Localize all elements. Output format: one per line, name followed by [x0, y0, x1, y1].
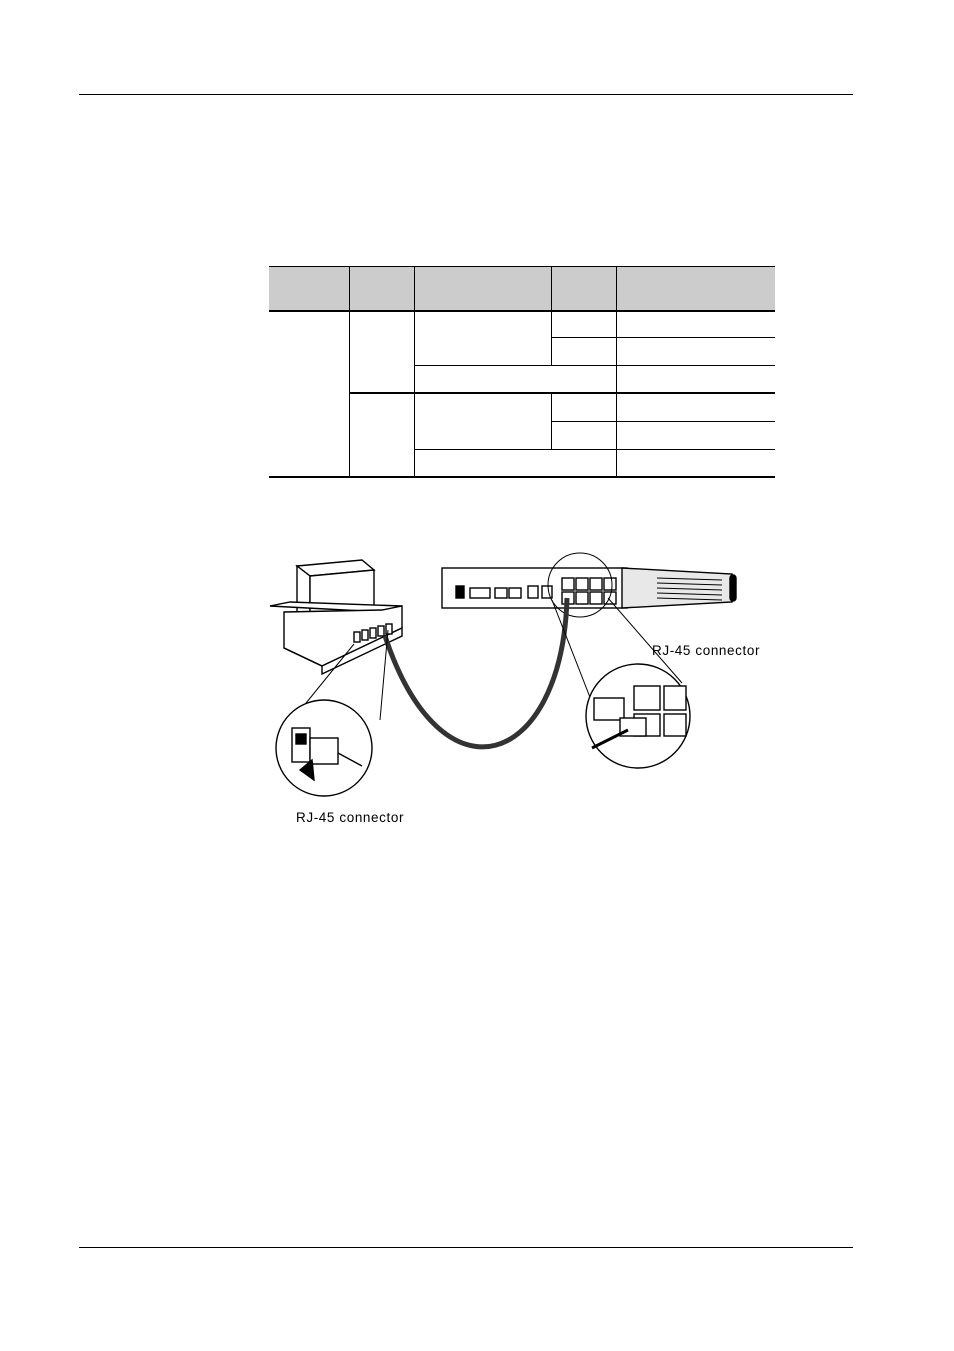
- table-header-cell: [350, 266, 414, 310]
- table-rule: [551, 266, 552, 310]
- computer-icon: [270, 560, 402, 674]
- rj45-callout-pc: RJ-45 connector: [296, 810, 405, 825]
- pc-switch-connection-illustration: [262, 548, 792, 838]
- pc-port-zoom: [276, 700, 372, 796]
- table-rule: [349, 266, 350, 478]
- table-header-cell: [617, 266, 775, 310]
- switch-port-zoom: [586, 664, 690, 768]
- table-rule: [414, 266, 415, 478]
- table-rule: [552, 337, 775, 338]
- header-rule: [79, 94, 853, 95]
- table-rule: [551, 310, 552, 365]
- table-header-cell: [415, 266, 551, 310]
- ethernet-cable: [385, 598, 567, 747]
- rj45-callout-switch: RJ-45 connector: [652, 643, 761, 658]
- table-header-cell: [552, 266, 616, 310]
- table-rule: [415, 449, 775, 450]
- spec-table: [269, 266, 775, 478]
- table-rule: [415, 365, 775, 366]
- connection-figure: [262, 548, 792, 838]
- switch-device-icon: [442, 553, 736, 617]
- table-rule: [616, 266, 617, 478]
- table-rule: [269, 310, 775, 312]
- table-rule: [269, 476, 775, 478]
- table-rule: [551, 392, 552, 449]
- table-rule: [269, 266, 775, 267]
- footer-rule: [79, 1247, 853, 1248]
- table-rule: [552, 421, 775, 422]
- table-header-cell: [269, 266, 349, 310]
